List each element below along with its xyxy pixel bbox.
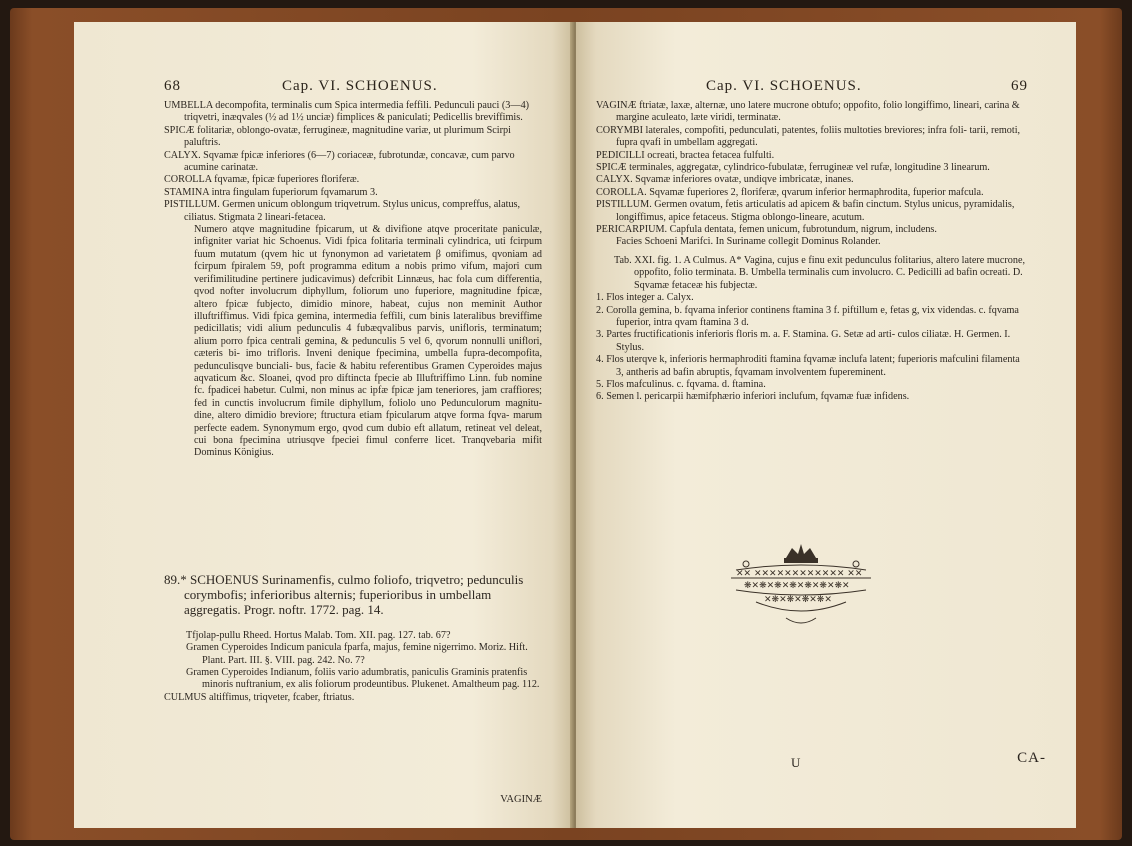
right-page bbox=[576, 22, 1076, 828]
entry-corolla: COROLLA fqvamæ, fpicæ fuperiores floriferæ. bbox=[164, 174, 360, 186]
reference-morison: Gramen Cyperoides Indicum panicula fparfa, majus, femine nigerrimo. Moriz. Hift. Plant. Part. III. §. VIII. pag. 242. No. 7? bbox=[186, 642, 528, 666]
entry-spicae-right: SPICÆ terminales, aggregatæ, cylindrico-fubulatæ, ferrugineæ vel rufæ, longitudine 3 linearum. bbox=[596, 162, 990, 174]
right-page-header bbox=[596, 80, 1028, 100]
svg-text:❋✕❋✕❋✕❋✕❋✕❋✕❋✕: ❋✕❋✕❋✕❋✕❋✕❋✕❋✕ bbox=[744, 581, 850, 591]
species-title: SCHOENUS Surinamenfis, culmo foliofo, triqvetro; pedunculis corymbofis; inferioribus alternis; fuperioribus in umbellam aggregatis. Progr. noftr. 1772. pag. 14. bbox=[184, 571, 524, 617]
entry-culmus: CULMUS altiffimus, triqveter, fcaber, ftriatus. bbox=[164, 691, 355, 703]
book-spread bbox=[10, 8, 1122, 840]
entry-pistillum-right: PISTILLUM. Germen ovatum, fetis articulatis ad apicem & bafin cinctum. Stylus unicus, pyramidalis, longiffimus, apice fetaceus. Stigma oblongo-lineare, acutum. bbox=[596, 199, 1015, 223]
left-page bbox=[74, 22, 572, 828]
right-page-number: 69 bbox=[1011, 78, 1028, 94]
right-running-title: Cap. VI. SCHOENUS. bbox=[706, 78, 862, 94]
left-page-header bbox=[164, 80, 542, 100]
figure-1: 1. Flos integer a. Calyx. bbox=[596, 292, 694, 304]
species-number: 89.* bbox=[164, 571, 187, 587]
entry-pericarpium: PERICARPIUM. Capfula dentata, femen unicum, fubrotundum, nigrum, includens. bbox=[596, 224, 937, 236]
entry-pistillum: PISTILLUM. Germen unicum oblongum triqvetrum. Stylus unicus, compreffus, alatus, ciliatus. Stigmata 2 lineari-fetacea. bbox=[164, 199, 521, 223]
figure-3: 3. Partes fructificationis inferioris floris m. a. F. Stamina. G. Setæ ad arti- culos ciliatæ. H. Germen. I. Stylus. bbox=[596, 329, 1011, 353]
entry-pedicilli: PEDICILLI ocreati, bractea fetacea fulfulti. bbox=[596, 149, 775, 161]
svg-text:✕✕ ✕✕✕✕✕✕✕✕✕✕✕✕ ✕✕: ✕✕ ✕✕✕✕✕✕✕✕✕✕✕✕ ✕✕ bbox=[736, 569, 863, 579]
svg-text:✕❋✕❋✕❋✕❋✕: ✕❋✕❋✕❋✕❋✕ bbox=[764, 595, 832, 605]
left-catchword: VAGINÆ bbox=[500, 794, 542, 805]
entry-umbella: UMBELLA decompofita, terminalis cum Spica intermedia feffili. Pedunculi pauci (3—4) triqvetri, inæqvales (½ ad 1½ unciæ) fimplices & paniculati; Pedicellis breviffimis. bbox=[164, 100, 530, 124]
entry-corolla-right: COROLLA. Sqvamæ fuperiores 2, floriferæ, qvarum inferior hermaphrodita, fuperior mafcula. bbox=[596, 186, 984, 198]
entry-vaginae: VAGINÆ ftriatæ, laxæ, alternæ, uno latere mucrone obtufo; oppofito, folio longiffimo, lineari, carina & margine aculeato, læte viridi, terminatæ. bbox=[596, 100, 1020, 124]
facies-note: Facies Schoeni Marifci. In Suriname collegit Dominus Rolander. bbox=[616, 236, 881, 248]
entry-calyx: CALYX. Sqvamæ fpicæ inferiores (6—7) coriaceæ, fubrotundæ, concavæ, cum parvo acumine carinatæ. bbox=[164, 149, 515, 174]
species-heading bbox=[164, 572, 542, 617]
plate-description: Tab. XXI. fig. 1. A Culmus. A* Vagina, cujus e finu exit pedunculus folitarius, altero latere mucrone, oppofito, folio terminata. B. Umbella terminalis cum involucro. C. Pedicilli ad bafin ocreati. D. Sqvamæ fetaceæ his fubjectæ. bbox=[614, 254, 1026, 291]
left-running-title: Cap. VI. SCHOENUS. bbox=[282, 78, 438, 94]
figure-6: 6. Semen l. pericarpii hæmifphærio inferiori inclufum, fqvamæ fuæ infidens. bbox=[596, 391, 910, 403]
crown-ornament bbox=[716, 540, 886, 632]
figure-5: 5. Flos mafculinus. c. fqvama. d. ftamina. bbox=[596, 378, 766, 390]
figure-2: 2. Corolla gemina, b. fqvama inferior continens ftamina 3 f. piftillum e, fetas g, vix videndas. c. fqvama fuperior, intra qvam ftamina 3 d. bbox=[596, 304, 1019, 328]
signature-mark: U bbox=[791, 755, 801, 770]
entry-calyx-right: CALYX. Sqvamæ inferiores ovatæ, undiqve imbricatæ, inanes. bbox=[596, 174, 854, 186]
entry-stamina: STAMINA intra fingulam fuperiorum fqvamarum 3. bbox=[164, 186, 378, 198]
reference-rheede: Tfjolap-pullu Rheed. Hortus Malab. Tom. XII. pag. 127. tab. 67? bbox=[186, 629, 451, 641]
entry-spicae: SPICÆ folitariæ, oblongo-ovatæ, ferrugineæ, magnitudine variæ, ut plurimum Scirpi paluftris. bbox=[164, 124, 511, 149]
reference-plukenet: Gramen Cyperoides Indianum, foliis vario adumbratis, paniculis Graminis pratenfis minoris nuftranium, ex alis foliorum prodeuntibus. Plukenet. Amaltheum pag. 112. bbox=[186, 667, 540, 691]
figure-4: 4. Flos uterqve k, inferioris hermaphroditi ftamina fqvamæ inclufa latent; fuperioris mafculini filamenta 3, antheris ad bafin abruptis, fqvamam involventem fupereminent. bbox=[596, 354, 1020, 378]
left-page-number: 68 bbox=[164, 78, 181, 94]
description-paragraph: Numero atqve magnitudine fpicarum, ut & divifione atqve proceritate paniculæ, infigniter variat hic Schoenus. Vidi fpica folitaria terminali cylindrica, uti fcirpum fuum mutatum (qvem hic ut fynonymon ad varietatem β omifimus, qvoniam ad fcirpum fpiralem 59, poft programma editum a nobis primo vifum, majori cum verifimilitudine pertinere judicavimus) defcribit Linnæus, hac fola cum differentia, qvod nofter involucrum diphyllum, foliorum uno fuperiore, magnitudine fpicæ, altero fpicæ fubjecto, dimidio minore, habeat, cujus non meminit Author illuftriffimus. Vidi fpica gemina, intermedia feffili, cum binis lateralibus breviffime pedicillatis; vidi alium pedunculis 4 fubæqvalibus parvis, unifloris, terminatum; alium porro fpica centrali gemina, & pedunculis 5 vel 6, qvorum nonnulli uniflori, cæteris bi- imo triflorìs. Inveni denique fpecimina, umbella fupra-decompofita, pedunculisqve bunciali- bus, facie & habitu referentibus Gramen Cyperoides majus aqvaticum &c. Sloanei, qvod pro diftincta fpecie ab Illuftriffimo Linn. fub nomine fc. fpadicei habetur. Culmi, non minus ac ipfæ fpicæ jam teneriores, jam craffiores; fed in cunctis involucrum fimile diphyllum, foliolo uno Pedunculorum magnitu- dine, altero dimidio breviore; ftructura etiam fpicularum atqve forma fqva- marum perfecte eadem. Synonymum ergo, qvod cum dubio eft allatum, retineat vel deleat, cui bona fpecimina utriusqve fpeciei fimul conferre licet. Tranqvebaria mifit Dominus Königius. bbox=[194, 224, 542, 459]
entry-corymbi: CORYMBI laterales, compofiti, pedunculati, patentes, foliis multoties breviores; infra foli- tarii, remoti, fupra qvafi in umbellam aggregati. bbox=[596, 124, 1021, 149]
right-catchword: CA- bbox=[1017, 750, 1046, 766]
